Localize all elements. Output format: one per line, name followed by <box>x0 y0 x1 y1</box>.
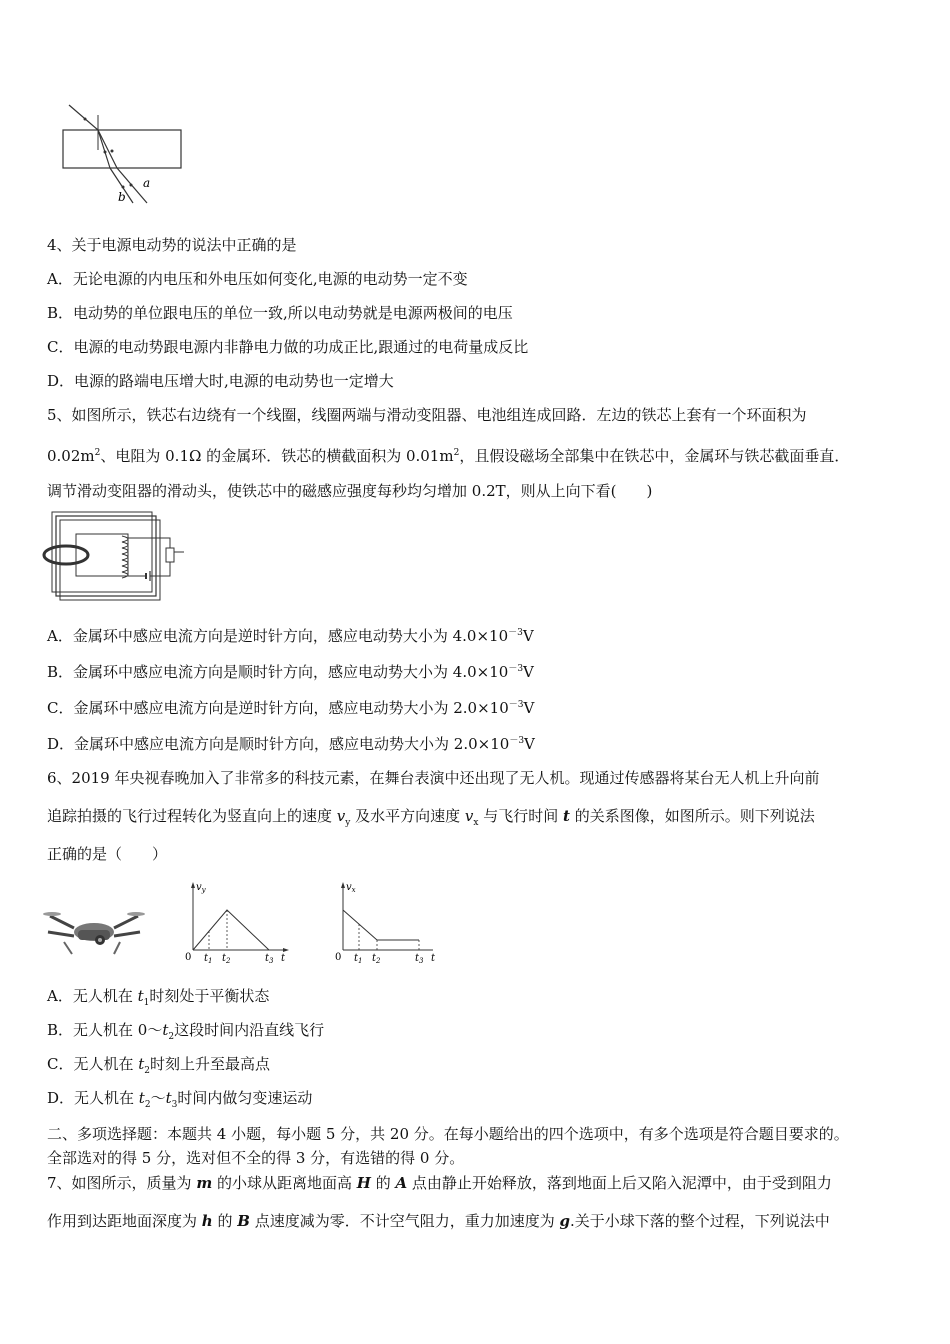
label-a: a <box>143 176 151 190</box>
q5-line-2: $0.02m^2$、电阻为 0.1Ω 的金属环．铁芯的横截面积为 $0.01m^2$，且假设磁场全部集中在铁芯中，金属环与铁芯截面垂直． <box>47 447 850 465</box>
figure-refraction-slab <box>55 95 195 210</box>
vy-curve <box>193 910 269 950</box>
q4-option-c: C．电源的电动势跟电源内非静电力做的功成正比,跟通过的电荷量成反比 <box>47 338 529 356</box>
q5-option-c: C．金属环中感应电流方向是逆时针方向，感应电动势大小为 $2.0\times 10^{-3}V$ <box>47 699 535 717</box>
q6-option-c: C．无人机在 $t_2$时刻上升至最高点 <box>47 1055 271 1076</box>
vx-t-graph <box>335 880 445 965</box>
section-2-instruction-2: 全部选对的得 5 分，选对但不全的得 3 分，有选错的得 0 分。 <box>47 1149 465 1167</box>
q6-line-2: 追踪拍摄的飞行过程转化为竖直向上的速度 $v_y$ 及水平方向速度 $v_x$ 与飞行时间 t 的关系图像，如图所示。则下列说法 <box>47 807 815 828</box>
q4-option-b: B．电动势的单位跟电压的单位一致,所以电动势就是电源两极间的电压 <box>47 304 513 322</box>
q5-option-b: B．金属环中感应电流方向是顺时针方向，感应电动势大小为 $4.0\times 10^{-3}V$ <box>47 663 534 681</box>
svg-text:0: 0 <box>185 952 192 963</box>
q5-line-1: 5、如图所示，铁芯右边绕有一个线圈，线圈两端与滑动变阻器、电池组连成回路．左边的铁芯上套有一个环面积为 <box>47 406 807 424</box>
q4-option-d: D．电源的路端电压增大时,电源的电动势也一定增大 <box>47 372 394 390</box>
svg-text:t1: $t_1$ <box>204 953 213 965</box>
q5-option-a: A．金属环中感应电流方向是逆时针方向，感应电动势大小为 $4.0\times 10^{-3}V$ <box>47 627 534 645</box>
refracted-ray-a <box>98 130 117 168</box>
svg-text:t2: $t_2$ <box>222 953 231 965</box>
figure-iron-core <box>42 512 192 602</box>
q5-line-3: 调节滑动变阻器的滑动头，使铁芯中的磁感应强度每秒均匀增加 0.2T，则从上向下看( ) <box>47 482 653 500</box>
refracted-ray-b <box>98 130 110 168</box>
q6-option-a: A．无人机在 $t_1$时刻处于平衡状态 <box>47 987 270 1008</box>
svg-text:t: t <box>431 953 436 964</box>
q6-line-3: 正确的是（ ） <box>47 845 168 863</box>
drone-image <box>44 902 144 962</box>
q7-line-1: 7、如图所示，质量为 m 的小球从距离地面高 H 的 A 点由静止开始释放，落到地面上后又陷入泥潭中，由于受到阻力 <box>47 1174 832 1192</box>
q5-option-d: D．金属环中感应电流方向是顺时针方向，感应电动势大小为 $2.0\times 10^{-3}V$ <box>47 735 535 753</box>
vx-curve <box>343 910 419 940</box>
svg-text:0: 0 <box>335 952 342 963</box>
incident-ray <box>69 105 98 130</box>
svg-text:t: t <box>281 953 286 964</box>
svg-text:vx: $v_x$ <box>346 882 356 894</box>
rheostat <box>166 548 174 562</box>
q7-line-2: 作用到达距地面深度为 h 的 B 点速度减为零．不计空气阻力，重力加速度为 g.关于小球下落的整个过程，下列说法中 <box>47 1212 830 1230</box>
svg-text:t1: $t_1$ <box>354 953 363 965</box>
svg-text:t3: $t_3$ <box>265 953 274 965</box>
svg-text:t3: $t_3$ <box>415 953 424 965</box>
svg-text:t2: $t_2$ <box>372 953 381 965</box>
q4-stem: 4、关于电源电动势的说法中正确的是 <box>47 236 297 254</box>
q6-option-b: B．无人机在 $0\sim t_2$这段时间内沿直线飞行 <box>47 1021 325 1042</box>
q6-line-1: 6、2019 年央视春晚加入了非常多的科技元素，在舞台表演中还出现了无人机。现通过传感器将某台无人机上升向前 <box>47 769 820 787</box>
section-2-instruction-1: 二、多项选择题：本题共 4 小题，每小题 5 分，共 20 分。在每小题给出的四个选项中，有多个选项是符合题目要求的。 <box>47 1125 849 1143</box>
glass-slab <box>63 130 181 168</box>
label-b: b <box>118 190 126 204</box>
vy-t-graph <box>185 880 295 965</box>
q6-option-d: D．无人机在 $t_2\sim t_3$时间内做匀变速运动 <box>47 1089 313 1110</box>
svg-text:vy: $v_y$ <box>196 882 206 894</box>
q4-option-a: A．无论电源的内电压和外电压如何变化,电源的电动势一定不变 <box>47 270 468 288</box>
